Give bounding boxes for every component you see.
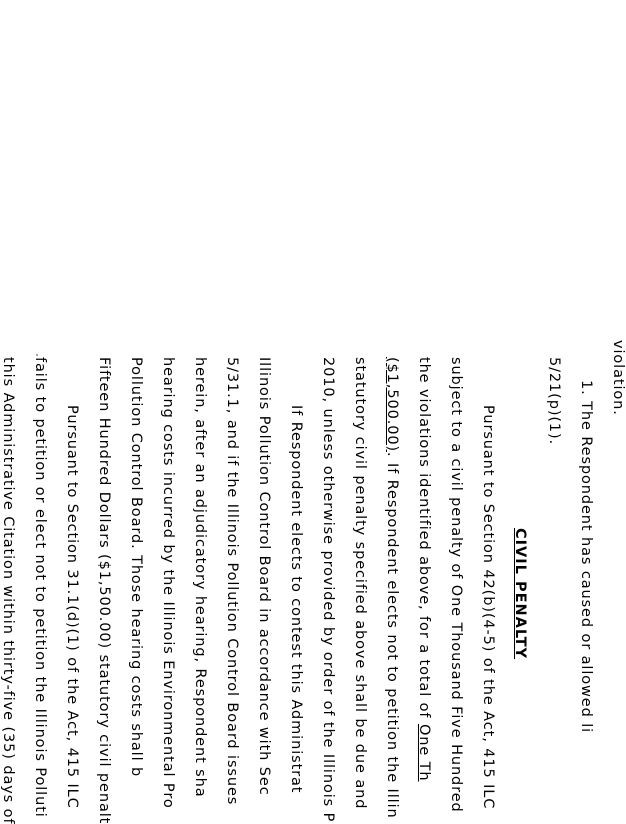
text-line-6-underlined: ($1,500.00) [384,357,400,453]
text-line-5 [417,357,432,782]
text-line-16: Pursuant to Section 31.1(d)(1) of the Act, 415 ILC [64,405,80,809]
partial-top-line: violation. [610,340,626,416]
text-line-2: 5/21(p)(1). [546,357,562,446]
text-line-15: Fifteen Hundred Dollars ($1,500.00) statutory civil penalt [96,357,112,824]
text-line-12: herein, after an adjudicatory hearing, Respondent sha [192,357,208,798]
text-line-6-after: . If Respondent elects not to petition the Illin [384,452,400,819]
text-line-10: Illinois Pollution Control Board in accordance with Sec [256,357,272,796]
text-line-6 [385,357,400,819]
text-line-9: If Respondent elects to contest this Administrat [288,405,304,794]
text-line-4: subject to a civil penalty of One Thousand Five Hundred [448,357,464,813]
text-line-17: fails to petition or elect not to petition the Illinois Polluti [32,357,48,818]
scan-speck [36,354,38,356]
text-line-14: Pollution Control Board. Those hearing costs shall b [128,357,144,778]
text-line-8: 2010, unless otherwise provided by order of the Illinois P [320,357,336,823]
section-heading: CIVIL PENALTY [512,528,528,660]
text-line-3: Pursuant to Section 42(b)(4-5) of the Act, 415 ILC [480,405,496,810]
text-line-7: statutory civil penalty specified above shall be due and [352,357,368,810]
text-line-11: 5/31.1, and if the Illinois Pollution Control Board issues [224,357,240,806]
text-line-18: this Administrative Citation within thirty-five (35) days of [0,357,16,824]
text-line-5-main: the violations identified above, for a total of [416,357,432,724]
text-line-1: 1. The Respondent has caused or allowed li [578,380,594,734]
text-line-5-underlined: One Th [416,723,432,782]
text-line-13: hearing costs incurred by the Illinois Environmental Pro [160,357,176,809]
